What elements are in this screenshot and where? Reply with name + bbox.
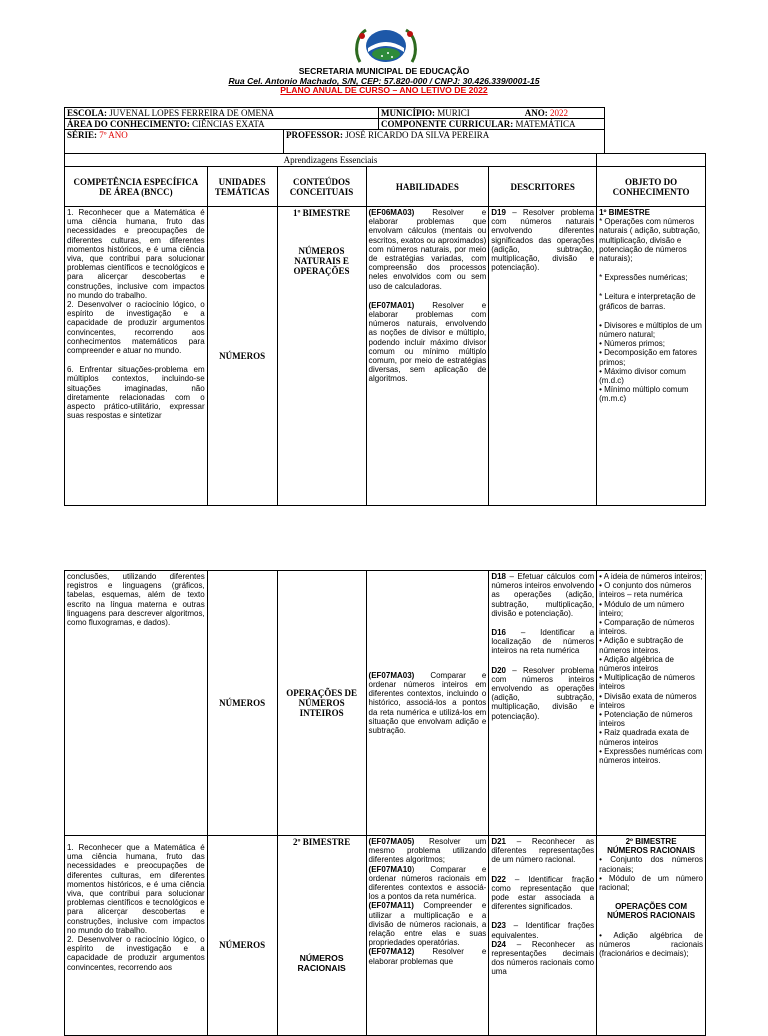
competencia-cell: 1. Reconhecer que a Matemática é uma ciência humana, fruto das necessidades e preocupações de diferentes culturas, em diferentes momentos históricos, e é uma ciência viva, que contribui para solucionar problemas científicos e tecnológicos e para alicerçar descobertas e construções, inclusive com impactos no mundo do trabalho. 2. Desenvolver o raciocínio lógico, o espírito de investigação e a capacidade de produzir argumentos convincentes, recorrendo aos conhecimentos matemáticos para compreender e atuar no mundo. 6. Enfrentar situações-problema em múltiplos contextos, incluindo-se situações imaginadas, não diretamente relacionadas com o aspecto prático-utilitário, expressar suas respostas e sintetizar (65, 207, 208, 506)
competencia-cont-cell: conclusões, utilizando diferentes registros e linguagens (gráficos, tabelas, esquemas, além de texto escrito na língua materna e outras linguagens para descrever algoritmos, como fluxogramas, e dados). (65, 571, 208, 836)
habilidades-cell: (EF06MA03) Resolver e elaborar problemas que envolvam cálculos (mentais ou escritos, exatos ou aproximados) com números naturais, por meio de estratégias variadas, com compreensão dos processos neles envolvidos com ou sem uso de calculadoras. (EF07MA01) Resolver e elaborar problemas com números naturais, envolvendo as noções de divisor e múltiplo, podendo incluir máximo divisor comum ou mínimo múltiplo comum, por meio de estratégias diversas, sem aplicação de algoritmos. (366, 207, 489, 506)
conteudo-cell-3: 2º BIMESTRE NÚMEROS RACIONAIS (277, 836, 366, 1036)
unidade-cell-2: NÚMEROS (207, 571, 277, 836)
objeto-cell: 1º BIMESTRE * Operações com números naturais ( adição, subtração, multiplicação, divisão e potenciação de números naturais); * Expressões numéricas; * Leitura e interpretação de gráficos de barras. • Divisores e múltiplos de um número natural; • Números primos; • Decomposição em fatores primos; • Máximo divisor comum (m.d.c) • Mínimo múltiplo comum (m.m.c) (597, 207, 706, 506)
descritores-cell-3: D21 – Reconhecer as diferentes representações de um número racional. D22 – Identificar fração como representação que pode estar associada a diferentes significados. D23 – Identificar frações equivalentes. D24 – Reconhecer as representações decimais dos números racionais como uma (489, 836, 597, 1036)
competencia-cell-3: 1. Reconhecer que a Matemática é uma ciência humana, fruto das necessidades e preocupações de diferentes culturas, em diferentes momentos históricos, e é uma ciência viva, que contribui para solucionar problemas científicos e tecnológicos e para alicerçar descobertas e construções, inclusive com impactos no mundo do trabalho. 2. Desenvolver o raciocínio lógico, o espírito de investigação e a capacidade de produzir argumentos convincentes, recorrendo aos (65, 836, 208, 1036)
info-table (64, 107, 605, 130)
secretaria-title: SECRETARIA MUNICIPAL DE EDUCAÇÃO (298, 66, 470, 76)
col-competencia: COMPETÊNCIA ESPECÍFICA DE ÁREA (BNCC) (65, 167, 208, 207)
objeto-cell-3: 2º BIMESTRE NÚMEROS RACIONAIS • Conjunto dos números racionais; • Módulo de um número racional; OPERAÇÕES COM NÚMEROS RACIONAIS • Adição algébrica de números racionais (fracionários e decimais); (597, 836, 706, 1036)
habilidades-cell-3: (EF07MA05) Resolver um mesmo problema utilizando diferentes algoritmos; (EF07MA10) Comparar e ordenar números racionais em diferentes contextos e associá-los a pontos da reta numérica. (EF07MA11) Compreender e utilizar a multiplicação e a divisão de números racionais, a relação entre elas e suas propriedades operatórias. (EF07MA12) Resolver e elaborar problemas que (366, 836, 489, 1036)
municipio-cell: MUNICÍPIO: MURICI ANO: 2022 (379, 108, 605, 119)
objeto-cell-2: • A ideia de números inteiros; • O conjunto dos números inteiros – reta numérica • Módulo de um número inteiro; • Comparação de números inteiros. • Adição e subtração de números inteiros. • Adição algébrica de números inteiros • Multiplicação de números inteiros • Divisão exata de números inteiros • Potenciação de números inteiros • Raiz quadrada exata de números inteiros • Expressões numéricas com números inteiros. (597, 571, 706, 836)
descritores-cell-2: D18 – Efetuar cálculos com números inteiros envolvendo as operações (adição, subtração, multiplicação, divisão e potenciação). D16 – Identificar a localização de números inteiros na reta numérica D20 – Resolver problema com números inteiros envolvendo as operações (adição, subtração, multiplicação, divisão e potenciação). (489, 571, 597, 836)
escola-cell: ESCOLA: JUVENAL LOPES FERREIRA DE OMENA (65, 108, 379, 119)
col-unidades: UNIDADES TEMÁTICAS (207, 167, 277, 207)
componente-cell: COMPONENTE CURRICULAR: MATEMÁTICA (379, 119, 605, 130)
habilidades-cell-2: (EF07MA03) Comparar e ordenar números inteiros em diferentes contextos, incluindo o histórico, associá-los a pontos da reta numérica e utilizá-los em situação que envolvam adição e subtração. (366, 571, 489, 836)
conteudo-cell: 1º BIMESTRE NÚMEROS NATURAIS E OPERAÇÕES (277, 207, 366, 506)
col-habilidades: HABILIDADES (366, 167, 489, 207)
plan-title: PLANO ANUAL DE CURSO – ANO LETIVO DE 2022 (280, 85, 488, 95)
serie-table (64, 129, 605, 154)
conteudo-cell-2: OPERAÇÕES DE NÚMEROS INTEIROS (277, 571, 366, 836)
col-objeto: OBJETO DO CONHECIMENTO (597, 167, 706, 207)
descritores-cell: D19 – Resolver problema com números naturais envolvendo diferentes significados das operações (adição, subtração, multiplicação, divisão e potenciação). (489, 207, 597, 506)
aprendizagens-header: Aprendizagens Essenciais (65, 154, 597, 167)
plan-table-page1 (64, 153, 706, 506)
murici-logo (352, 22, 420, 68)
address-line: Rua Cel. Antonio Machado, S/N, CEP: 57.820-000 / CNPJ: 30.426.339/0001-15 (228, 76, 540, 86)
unidade-cell-3: NÚMEROS (207, 836, 277, 1036)
serie-cell: SÉRIE: 7º ANO (65, 130, 284, 154)
col-descritores: DESCRITORES (489, 167, 597, 207)
area-cell: ÁREA DO CONHECIMENTO: CIÊNCIAS EXATA (65, 119, 379, 130)
unidade-cell: NÚMEROS (207, 207, 277, 506)
professor-cell: PROFESSOR: JOSÉ RICARDO DA SILVA PEREIRA (284, 130, 605, 154)
col-conteudos: CONTEÚDOS CONCEITUAIS (277, 167, 366, 207)
plan-table-page2 (64, 570, 706, 1036)
